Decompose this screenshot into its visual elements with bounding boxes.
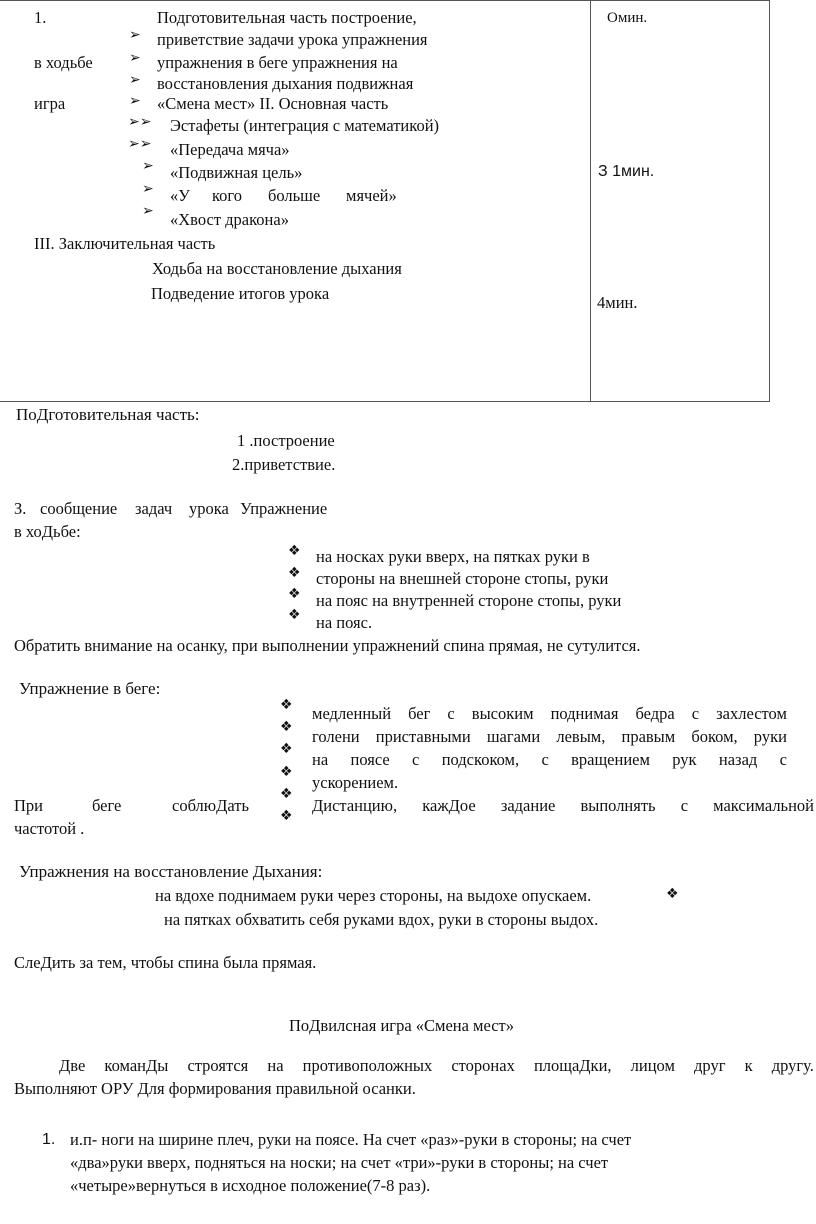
diamond-bullet-icon: ❖ — [288, 607, 301, 623]
table-row-number: 1. — [34, 8, 47, 27]
game-word: друг — [694, 1056, 726, 1075]
run-word: задание — [500, 796, 556, 815]
run-word: поднимая — [550, 704, 619, 723]
run-word: левым, — [556, 727, 606, 746]
game-word: к — [744, 1056, 753, 1075]
diamond-bullet-icon: ❖ — [288, 586, 301, 602]
run-word: захлестом — [716, 704, 787, 723]
arrow-bullet-icon: ➢ — [129, 27, 141, 43]
run-word: голени — [312, 727, 360, 746]
table-line-8: «Подвижная цель» — [170, 163, 303, 182]
table-game-label: игра — [34, 94, 66, 113]
run-word: бедра — [635, 704, 675, 723]
table-line-7: «Передача мяча» — [170, 140, 290, 159]
arrow-bullet-icon: ➢ — [142, 181, 154, 197]
table-top-border — [0, 0, 770, 1]
run-line-3 — [312, 750, 787, 770]
run-word: шагами — [486, 727, 541, 746]
table-line-4: восстановления дыхания подвижная — [157, 74, 414, 93]
diamond-bullet-icon: ❖ — [280, 808, 293, 824]
recovery-note: СлеДить за тем, чтобы спина была прямая. — [14, 953, 317, 972]
table-line-balls-2: кого — [212, 186, 243, 205]
walk-bullet-1: на носках руки вверх, на пятках руки в — [316, 547, 590, 566]
run-word: подскоком, — [441, 750, 520, 769]
game-list-line-2: «два»руки вверх, подняться на носки; на счет «три»-руки в стороны; на счет — [70, 1153, 609, 1172]
table-time-3: 4мин. — [597, 293, 638, 312]
prep-task-word-5: Упражнение — [240, 499, 328, 518]
diamond-bullet-icon: ❖ — [280, 786, 293, 802]
diamond-bullet-icon: ❖ — [280, 719, 293, 735]
game-word: площаДки, — [533, 1056, 612, 1075]
table-final-item-1: Ходьба на восстановление дыхания — [152, 259, 402, 278]
arrow-bullet-icon: ➢ — [129, 72, 141, 88]
game-word: сторонах — [451, 1056, 515, 1075]
game-list-line-3: «четыре»вернуться в исходное положение(7-8 раз). — [70, 1176, 431, 1195]
run-left-word-2: беге — [92, 796, 122, 815]
arrow-bullet-icon: ➢ — [129, 50, 141, 66]
run-word: боком, — [691, 727, 738, 746]
table-line-balls-4: мячей» — [346, 186, 397, 205]
table-line-1: Подготовительная часть построение, — [157, 8, 417, 27]
diamond-bullet-icon: ❖ — [666, 886, 679, 902]
game-word: противоположных — [302, 1056, 433, 1075]
run-word: на — [312, 750, 329, 769]
run-word: Дистанцию, — [312, 796, 398, 815]
game-word: команДы — [104, 1056, 169, 1075]
table-time-1: Омин. — [607, 10, 648, 26]
walk-bullet-2: стороны на внешней стороне стопы, руки — [316, 569, 609, 588]
run-word: высоким — [471, 704, 534, 723]
prep-task-word-4: урока — [189, 499, 229, 518]
recovery-heading: Упражнения на восстановление Дыхания: — [19, 862, 323, 881]
arrow-bullet-icon: ➢ — [142, 203, 154, 219]
table-column-divider — [590, 0, 591, 402]
run-line-5 — [312, 796, 814, 816]
prep-task-word-1: З. — [14, 499, 27, 518]
table-walk-label: в ходьбе — [34, 53, 93, 72]
table-line-9: «Хвост дракона» — [170, 210, 289, 229]
table-line-6: Эстафеты (интеграция с математикой) — [170, 116, 440, 135]
prep-heading: ПоДготовительная часть: — [16, 405, 200, 424]
run-word: с — [447, 704, 455, 723]
game-intro-line-1 — [59, 1056, 814, 1076]
diamond-bullet-icon: ❖ — [280, 741, 293, 757]
table-line-5: «Смена мест» II. Основная часть — [157, 94, 389, 113]
table-time-2: З 1мин. — [598, 163, 655, 180]
arrow-bullet-icon: ➢ — [129, 93, 141, 109]
run-word: кажДое — [422, 796, 476, 815]
walk-bullet-4: на пояс. — [316, 613, 373, 632]
double-arrow-bullet-icon: ➢➢ — [128, 136, 152, 152]
run-word: с — [691, 704, 700, 723]
diamond-bullet-icon: ❖ — [288, 543, 301, 559]
game-word: другу. — [771, 1056, 814, 1075]
prep-item-2: 2.приветствие. — [232, 455, 336, 474]
run-word: с — [412, 750, 420, 769]
game-list-number: 1. — [42, 1131, 56, 1148]
run-line-4: ускорением. — [312, 773, 399, 792]
prep-walk-label: в хоДьбе: — [14, 522, 81, 541]
game-word: строятся — [187, 1056, 249, 1075]
table-line-balls-1: «У — [170, 186, 190, 205]
game-word: на — [267, 1056, 284, 1075]
run-word: руки — [753, 727, 787, 746]
diamond-bullet-icon: ❖ — [280, 764, 293, 780]
table-line-balls-3: больше — [268, 186, 321, 205]
run-tail: частотой . — [14, 819, 85, 838]
prep-task-word-3: задач — [135, 499, 173, 518]
game-word: Две — [59, 1056, 86, 1075]
run-left-word-3: соблюДать — [172, 796, 250, 815]
diamond-bullet-icon: ❖ — [288, 565, 301, 581]
run-line-2 — [312, 727, 787, 747]
recovery-line-2: на пятках обхватить себя руками вдох, руки в стороны выдох. — [164, 910, 599, 929]
run-word: с — [779, 750, 787, 769]
run-word: рук — [672, 750, 697, 769]
run-word: с — [541, 750, 549, 769]
table-line-2: приветствие задачи урока упражнения — [157, 30, 428, 49]
game-intro-line-2: Выполняют ОРУ Для формирования правильной осанки. — [14, 1079, 416, 1098]
run-word: вращением — [571, 750, 650, 769]
walk-bullet-3: на пояс на внутренней стороне стопы, руки — [316, 591, 622, 610]
run-word: поясе — [350, 750, 390, 769]
table-right-border — [769, 0, 770, 402]
arrow-bullet-icon: ➢ — [142, 158, 154, 174]
game-word: лицом — [630, 1056, 675, 1075]
run-word: бег — [408, 704, 431, 723]
diamond-bullet-icon: ❖ — [280, 697, 293, 713]
table-line-3: упражнения в беге упражнения на — [157, 53, 398, 72]
run-heading: Упражнение в беге: — [19, 679, 161, 698]
run-word: правым — [621, 727, 676, 746]
run-word: приставными — [375, 727, 471, 746]
double-arrow-bullet-icon: ➢➢ — [128, 114, 152, 130]
run-left-word-1: При — [14, 796, 43, 815]
prep-item-1: 1 .построение — [237, 431, 335, 450]
run-word: максимальной — [713, 796, 814, 815]
recovery-line-1: на вдохе поднимаем руки через стороны, на выдохе опускаем. — [155, 886, 592, 905]
run-word: выполнять — [580, 796, 656, 815]
table-final-heading: III. Заключительная часть — [34, 234, 216, 253]
run-word: с — [680, 796, 689, 815]
table-final-item-2: Подведение итогов урока — [151, 284, 330, 303]
table-bottom-border — [0, 401, 770, 402]
prep-task-word-2: сообщение — [40, 499, 118, 518]
game-title: ПоДвилсная игра «Смена мест» — [289, 1016, 515, 1035]
game-list-line-1: и.п- ноги на ширине плеч, руки на поясе. На счет «раз»-руки в стороны; на счет — [70, 1130, 632, 1149]
posture-note: Обратить внимание на осанку, при выполнении упражнений спина прямая, не сутулится. — [14, 636, 641, 655]
run-word: медленный — [312, 704, 392, 723]
run-word: назад — [718, 750, 758, 769]
run-line-1 — [312, 704, 787, 724]
